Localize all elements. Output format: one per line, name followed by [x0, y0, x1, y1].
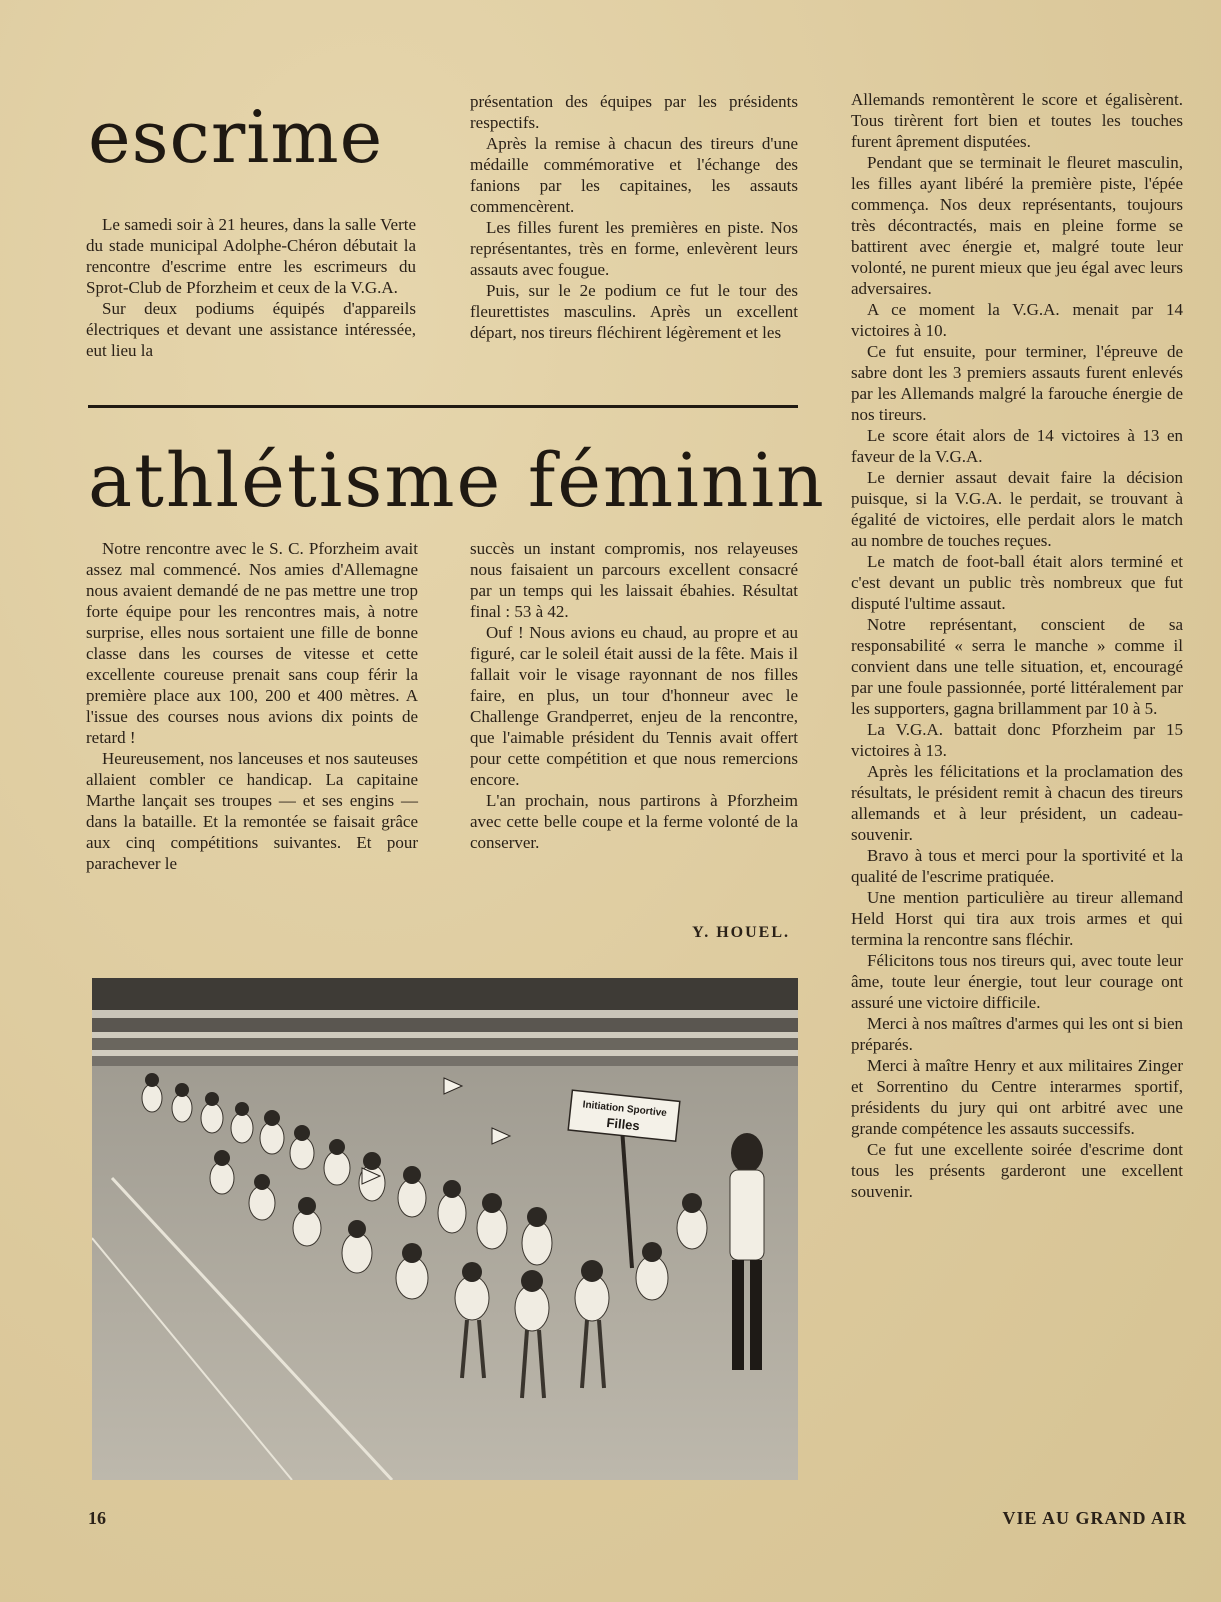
photo-illustration — [92, 978, 798, 1480]
paragraph: Après la remise à chacun des tireurs d'une médaille commémorative et l'échange des fanions par les capitaines, les assauts commencèrent. — [470, 134, 798, 216]
paragraph: Sur deux podiums équipés d'appareils électriques et devant une assistance intéressée, eut lieu la — [86, 299, 416, 360]
escrime-column-2 — [470, 91, 798, 343]
athletisme-column-1 — [86, 538, 418, 874]
paragraph: Ouf ! Nous avions eu chaud, au propre et au figuré, car le soleil était aussi de la fête. Mais il fallait voir le visage rayonnant de nos filles faire, en plus, un tour d'honneur avec le Challenge Grandperret, enjeu de la rencontre, que l'aimable président du Tennis avait offert pour cette compétition et que nous remercions encore. — [470, 623, 798, 789]
paragraph: Le samedi soir à 21 heures, dans la salle Verte du stade municipal Adolphe-Chéron débutait la rencontre d'escrime entre les escrimeurs du Sprot-Club de Pforzheim et ceux de la V.G.A. — [86, 215, 416, 297]
parade-photo — [92, 978, 798, 1480]
escrime-column-1 — [86, 214, 416, 361]
sign-text-line2: Filles — [605, 1114, 641, 1134]
paragraph: Félicitons tous nos tireurs qui, avec toute leur âme, toute leur énergie, tout leur courage ont assuré une victoire difficile. — [851, 951, 1183, 1012]
escrime-column-3 — [851, 89, 1183, 1202]
paragraph: Allemands remontèrent le score et égalisèrent. Tous tirèrent fort bien et toutes les touches furent âprement disputées. — [851, 90, 1183, 151]
paragraph: Une mention particulière au tireur allemand Held Horst qui tira aux trois armes et qui termina la rencontre sans fléchir. — [851, 888, 1183, 949]
paragraph: A ce moment la V.G.A. menait par 14 victoires à 10. — [851, 300, 1183, 340]
paragraph: Le match de foot-ball était alors terminé et c'est devant un public très nombreux que fut disputé l'ultime assaut. — [851, 552, 1183, 613]
paragraph: Merci à nos maîtres d'armes qui les ont si bien préparés. — [851, 1014, 1183, 1054]
paragraph: Le dernier assaut devait faire la décision puisque, si la V.G.A. le perdait, se trouvant à égalité de victoires, elle perdait alors le match au nombre de touches reçues. — [851, 468, 1183, 550]
author-signature: Y. HOUEL. — [692, 924, 790, 941]
sign-text-line1: Initiation Sportive — [582, 1099, 668, 1120]
paragraph: La V.G.A. battait donc Pforzheim par 15 victoires à 13. — [851, 720, 1183, 760]
paragraph: Bravo à tous et merci pour la sportivité et la qualité de l'escrime pratiquée. — [851, 846, 1183, 886]
section-divider — [88, 405, 798, 408]
paragraph: Merci à maître Henry et aux militaires Zinger et Sorrentino du Centre interarmes sportif, présidents du jury qui ont arbitré avec une grande compétence les assauts successifs. — [851, 1056, 1183, 1138]
paragraph: succès un instant compromis, nos relayeuses nous faisaient un parcours excellent consacré par un temps qui les laissait ébahies. Résultat final : 53 à 42. — [470, 539, 798, 621]
paragraph: Ce fut une excellente soirée d'escrime dont tous les présents garderont une excellent souvenir. — [851, 1140, 1183, 1201]
paragraph: Après les félicitations et la proclamation des résultats, le président remit à chacun des tireurs allemands et à leur président, un cadeau-souvenir. — [851, 762, 1183, 844]
paragraph: Les filles furent les premières en piste. Nos représentantes, très en forme, enlevèrent leurs assauts avec fougue. — [470, 218, 798, 279]
escrime-title: escrime — [88, 95, 384, 179]
paragraph: présentation des équipes par les présidents respectifs. — [470, 92, 798, 132]
paragraph: L'an prochain, nous partirons à Pforzheim avec cette belle coupe et la ferme volonté de la conserver. — [470, 791, 798, 852]
paragraph: Ce fut ensuite, pour terminer, l'épreuve de sabre dont les 3 premiers assauts furent enlevés par les Allemands malgré la farouche énergie de nos tireurs. — [851, 342, 1183, 424]
paragraph: Notre rencontre avec le S. C. Pforzheim avait assez mal commencé. Nos amies d'Allemagne nous avaient demandé de ne pas mettre une trop forte équipe pour les rencontres mais, à notre surprise, elles nous sortaient une fille de bonne classe dans les courses de vitesse et cette excellente coureuse prenait sans coup férir la première place aux 100, 200 et 400 mètres. A l'issue des courses nous avions dix points de retard ! — [86, 539, 418, 747]
athletisme-title: athlétisme féminin — [88, 438, 826, 524]
page-number: 16 — [88, 1508, 106, 1528]
paragraph: Pendant que se terminait le fleuret masculin, les filles ayant libéré la première piste, l'épée commença. Nos deux représentants, toujours très décontractés, mais en pleine forme se battirent avec énergie et, malgré toute leur volonté, ne purent mieux que jeu égal avec leurs adversaires. — [851, 153, 1183, 298]
athletisme-column-2 — [470, 538, 798, 853]
paragraph: Notre représentant, conscient de sa responsabilité « serra le manche » comme il convient dans une telle situation, et, encouragé par une foule passionnée, porté littéralement par les supporters, gagna brillamment par 10 à 5. — [851, 615, 1183, 718]
magazine-name: VIE AU GRAND AIR — [1002, 1508, 1187, 1528]
paragraph: Heureusement, nos lanceuses et nos sauteuses allaient combler ce handicap. La capitaine Marthe lançait ses troupes — et ses engins — dans la bataille. Et la remontée se faisait grâce aux cinq compétitions suivantes. Et pour parachever le — [86, 749, 418, 873]
paragraph: Puis, sur le 2e podium ce fut le tour des fleurettistes masculins. Après un excellent départ, nos tireurs fléchirent légèrement et les — [470, 281, 798, 342]
paragraph: Le score était alors de 14 victoires à 13 en faveur de la V.G.A. — [851, 426, 1183, 466]
